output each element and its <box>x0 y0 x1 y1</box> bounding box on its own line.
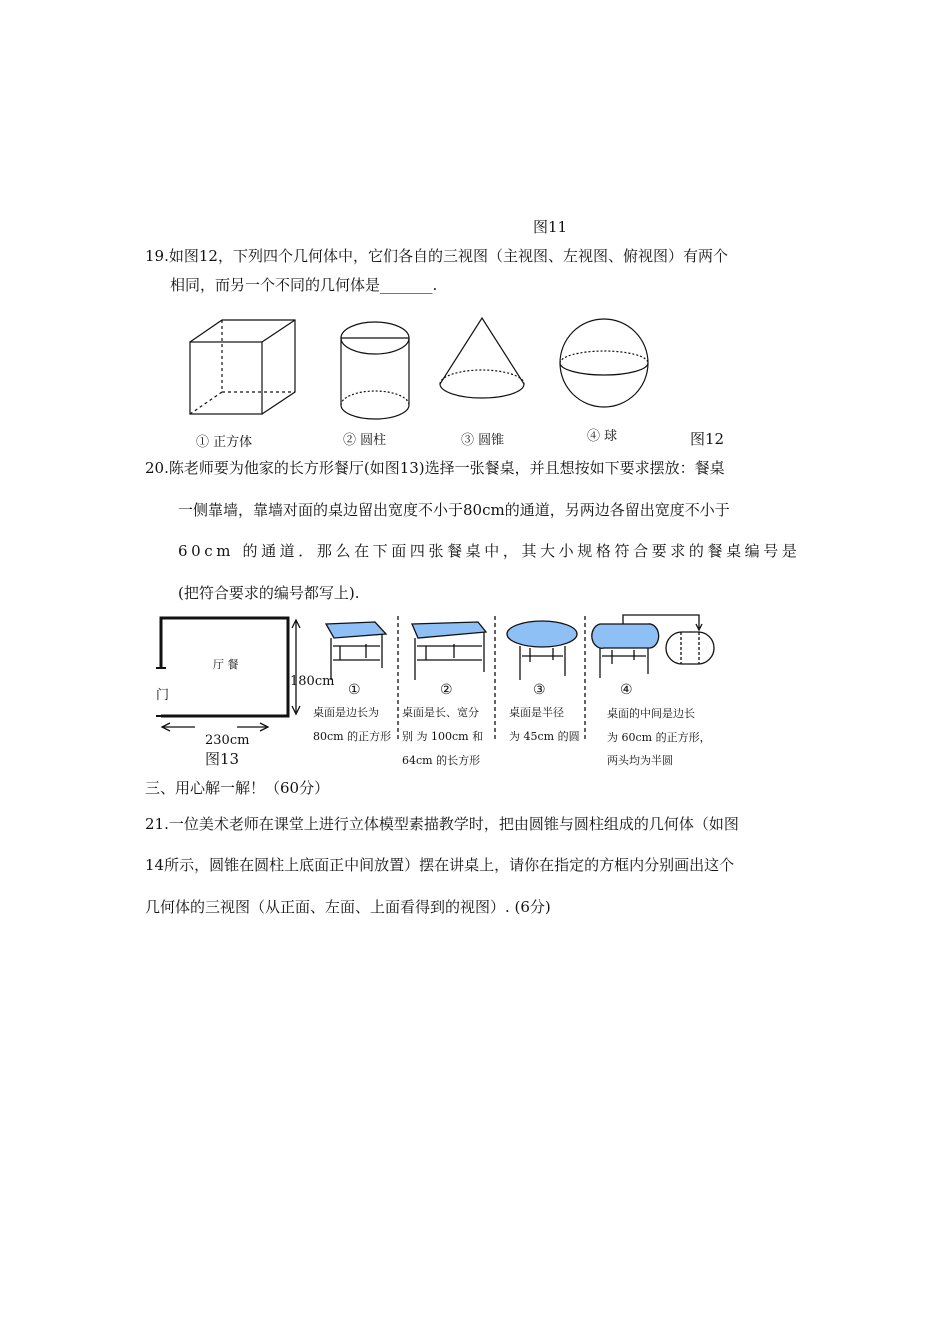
table-3-image <box>507 621 577 680</box>
room-label: 厅 餐 <box>213 658 239 671</box>
door-label: 门 <box>156 688 170 703</box>
table-1-desc: 桌面是边长为 <box>313 706 379 719</box>
shape-label-4: ④ 球 <box>587 429 618 444</box>
table-2-desc: 桌面是长、宽分 <box>402 706 479 719</box>
shape-label-3: ③ 圆锥 <box>461 433 505 448</box>
table-4-image <box>592 615 714 678</box>
table-1-number: ① <box>348 682 361 698</box>
q21-line1: 21.一位美术老师在课堂上进行立体模型素描教学时，把由圆锥与圆柱组成的几何体（如图 <box>145 815 739 833</box>
width-label: 230cm <box>205 733 250 748</box>
table-2-image <box>412 622 486 680</box>
q19-line1: 19.如图12，下列四个几何体中，它们各自的三视图（主视图、左视图、俯视图）有两个 <box>145 247 728 265</box>
section-3-heading: 三、用心解一解！（60分） <box>145 779 330 797</box>
table-1-image <box>326 622 386 680</box>
table-4-desc: 为 60cm 的正方形， <box>607 731 711 744</box>
table-4-number: ④ <box>620 682 633 698</box>
q20-line4: (把符合要求的编号都写上). <box>178 584 360 602</box>
table-2-desc: 别 为 100cm 和 <box>402 730 484 743</box>
table-4-desc: 两头均为半圆 <box>607 754 673 767</box>
height-label: 180cm <box>290 674 335 689</box>
figure-13-caption: 图13 <box>205 750 240 768</box>
q21-line2: 14所示，圆锥在圆柱上底面正中间放置）摆在讲桌上，请你在指定的方框内分别画出这个 <box>145 856 735 874</box>
table-2-number: ② <box>440 682 453 698</box>
shape-label-1: ① 正方体 <box>196 435 253 450</box>
q21-line3: 几何体的三视图（从正面、左面、上面看得到的视图）. (6分) <box>145 898 551 916</box>
table-3-desc: 桌面是半径 <box>509 706 564 719</box>
table-2-desc: 64cm 的长方形 <box>402 754 481 767</box>
table-3-desc: 为 45cm 的圆 <box>509 730 580 743</box>
table-1-desc: 80cm 的正方形 <box>313 730 392 743</box>
q20-line3: 60cm 的通道．那么在下面四张餐桌中，其大小规格符合要求的餐桌编号是 <box>178 542 801 560</box>
figure-11-caption: 图11 <box>533 218 568 236</box>
table-3-number: ③ <box>533 682 546 698</box>
figure-12-caption: 图12 <box>690 430 725 448</box>
q20-line2: 一侧靠墙，靠墙对面的桌边留出宽度不小于80cm的通道，另两边各留出宽度不小于 <box>178 501 730 519</box>
q20-line1: 20.陈老师要为他家的长方形餐厅(如图13)选择一张餐桌，并且想按如下要求摆放：餐桌 <box>145 459 725 477</box>
q19-line2: 相同，而另一个不同的几何体是_______. <box>170 276 438 294</box>
shape-label-2: ② 圆柱 <box>343 433 387 448</box>
table-4-desc: 桌面的中间是边长 <box>607 707 695 720</box>
